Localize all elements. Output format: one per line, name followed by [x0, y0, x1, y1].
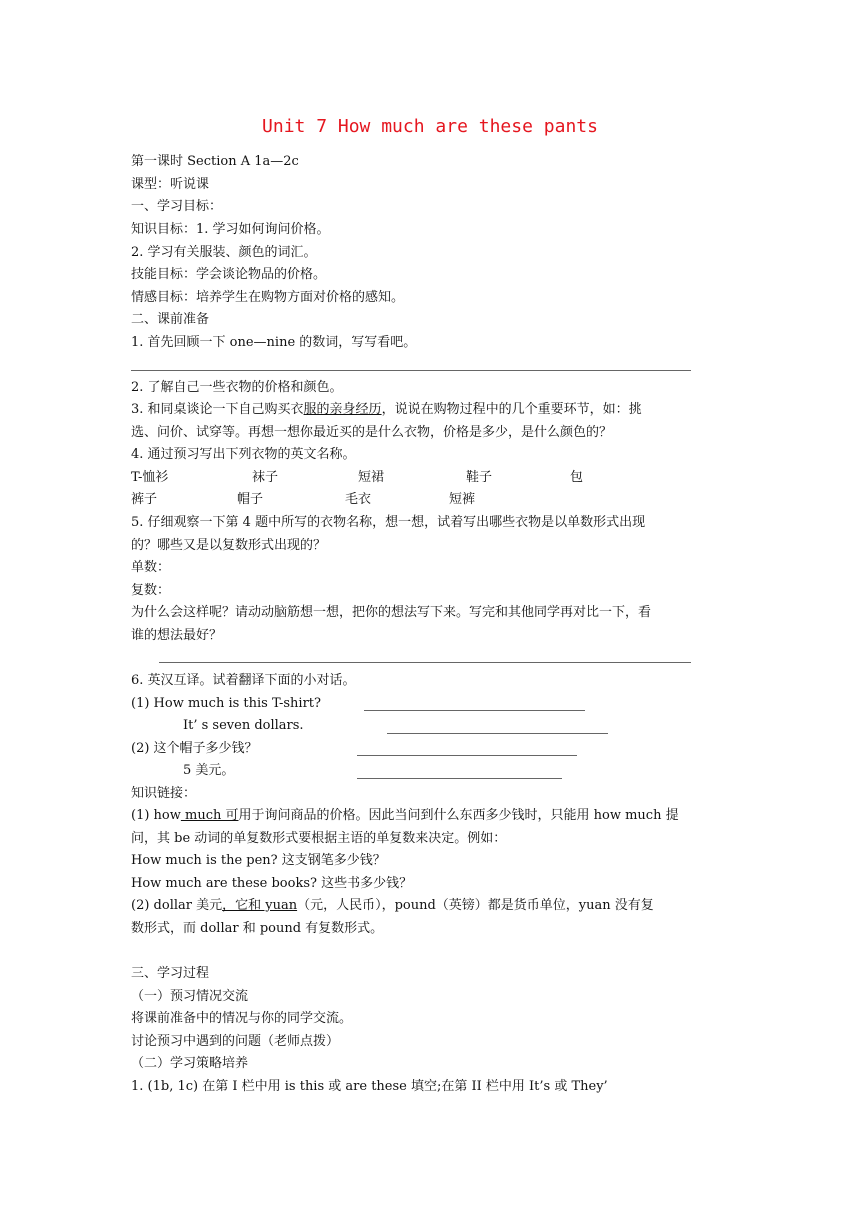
link-point-2-underlined: ，它和 yuan	[222, 898, 298, 913]
answer-line	[357, 755, 577, 756]
word-sweater: 毛衣	[345, 492, 372, 507]
answer-line	[364, 710, 585, 711]
prep-item-5: 5. 仔细观察一下第 4 题中所写的衣物名称，想一想，试着写出哪些衣物是以单数形式出现	[131, 515, 646, 530]
example-2: How much are these books? 这些书多少钱？	[131, 876, 413, 891]
word-shoes: 鞋子	[466, 470, 493, 485]
knowledge-goal-2: 2. 学习有关服装、颜色的词汇。	[131, 245, 317, 260]
word-tshirt: T-恤衫	[131, 470, 169, 485]
process-sub-1: （一）预习情况交流	[131, 989, 249, 1004]
word-shorts: 短裤	[449, 492, 476, 507]
knowledge-goal-1: 知识目标：1. 学习如何询问价格。	[131, 222, 330, 237]
link-heading: 知识链接：	[131, 786, 197, 801]
link-point-2	[131, 896, 654, 916]
why-prompt-line2: 谁的想法最好？	[131, 628, 223, 643]
dialog-2-answer: 5 美元。	[183, 763, 235, 778]
dialog-1-question: (1) How much is this T-shirt?	[131, 696, 321, 711]
word-bag: 包	[570, 470, 584, 485]
link-point-2-text-cont: （元，人民币），pound（英镑）都是货币单位，yuan 没有复	[297, 898, 654, 913]
prep-item-3-text: 3. 和同桌谈论一下自己购买衣	[131, 402, 304, 417]
dialog-2-question: (2) 这个帽子多少钱？	[131, 741, 258, 756]
prep-item-3-text-cont: ，说说在购物过程中的几个重要环节，如：挑	[381, 402, 642, 417]
answer-line	[131, 370, 691, 371]
link-point-2-text: (2) dollar 美元	[131, 898, 223, 913]
answer-line	[387, 733, 608, 734]
example-1: How much is the pen? 这支钢笔多少钱？	[131, 853, 386, 868]
word-socks: 袜子	[252, 470, 279, 485]
lesson-type: 课型：听说课	[131, 177, 210, 192]
plural-label: 复数：	[131, 583, 171, 598]
answer-line	[159, 662, 691, 663]
process-item-1: 1. (1b, 1c) 在第 I 栏中用 is this 或 are these 填空;在第 II 栏中用 It’s 或 They’	[131, 1079, 608, 1094]
prep-item-3-line2: 选、问价、试穿等。再想一想你最近买的是什么衣物，价格是多少，是什么颜色的？	[131, 425, 613, 440]
link-point-1-underlined: much 可	[180, 808, 239, 823]
prep-item-3	[131, 400, 642, 420]
link-point-1-text: (1) how	[131, 808, 181, 823]
process-sub-2: （二）学习策略培养	[131, 1056, 249, 1071]
lesson-line: 第一课时 Section A 1a—2c	[131, 154, 299, 169]
dialog-1-answer: It’ s seven dollars.	[183, 718, 304, 733]
goals-heading: 一、学习目标：	[131, 199, 223, 214]
prep-heading: 二、课前准备	[131, 312, 210, 327]
process-line-1: 将课前准备中的情况与你的同学交流。	[131, 1011, 353, 1026]
word-skirt: 短裙	[358, 470, 385, 485]
emotion-goal: 情感目标：培养学生在购物方面对价格的感知。	[131, 290, 405, 305]
prep-item-6: 6. 英汉互译。试着翻译下面的小对话。	[131, 673, 356, 688]
answer-line	[357, 778, 562, 779]
word-pants: 裤子	[131, 492, 158, 507]
skill-goal: 技能目标：学会谈论物品的价格。	[131, 267, 327, 282]
prep-item-4: 4. 通过预习写出下列衣物的英文名称。	[131, 447, 356, 462]
process-line-2: 讨论预习中遇到的问题（老师点拨）	[131, 1034, 340, 1049]
word-hat: 帽子	[237, 492, 264, 507]
why-prompt: 为什么会这样呢？请动动脑筋想一想，把你的想法写下来。写完和其他同学再对比一下，看	[131, 605, 652, 620]
prep-item-5-line2: 的？哪些又是以复数形式出现的？	[131, 538, 327, 553]
page-title: Unit 7 How much are these pants	[262, 116, 598, 137]
prep-item-2: 2. 了解自己一些衣物的价格和颜色。	[131, 380, 343, 395]
link-point-1-text-cont: 用于询问商品的价格。因此当问到什么东西多少钱时，只能用 how much 提	[238, 808, 679, 823]
link-point-2-line2: 数形式，而 dollar 和 pound 有复数形式。	[131, 921, 384, 936]
link-point-1	[131, 806, 679, 826]
singular-label: 单数：	[131, 560, 171, 575]
prep-item-3-underlined: 服的亲身经历	[303, 402, 382, 417]
prep-item-1: 1. 首先回顾一下 one—nine 的数词，写写看吧。	[131, 335, 417, 350]
link-point-1-line2: 问，其 be 动词的单复数形式要根据主语的单复数来决定。例如：	[131, 831, 507, 846]
process-heading: 三、学习过程	[131, 966, 210, 981]
